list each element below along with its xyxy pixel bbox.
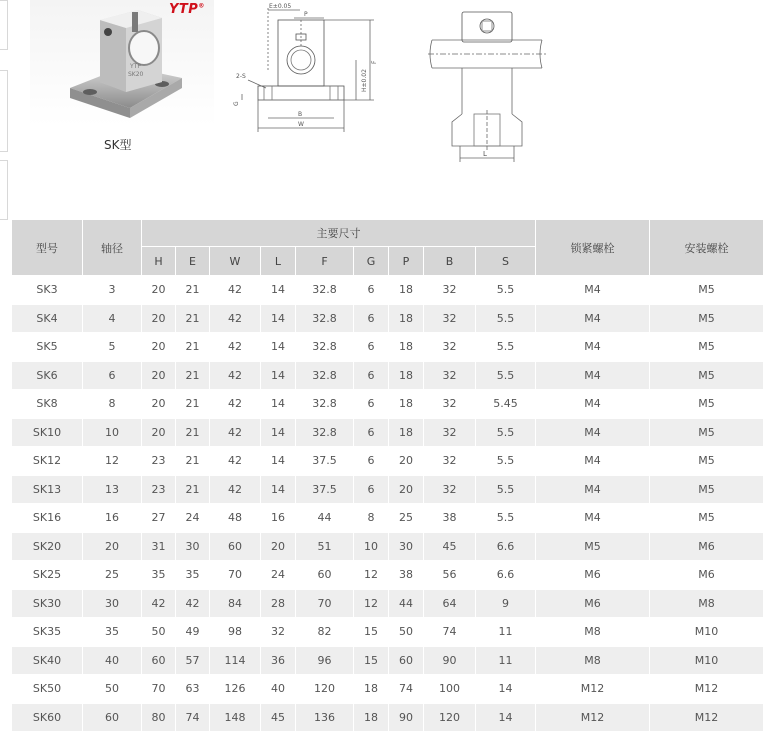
cell-shaft: 50 bbox=[83, 675, 142, 704]
cell-mount-bolt: M5 bbox=[650, 418, 763, 447]
cell-f: 60 bbox=[296, 561, 354, 590]
svg-text:2-S: 2-S bbox=[236, 73, 246, 80]
table-row bbox=[12, 447, 763, 476]
table-row bbox=[12, 646, 763, 675]
cell-shaft: 16 bbox=[83, 504, 142, 533]
table-row bbox=[12, 390, 763, 419]
cell-b: 38 bbox=[424, 504, 476, 533]
cell-w: 42 bbox=[210, 475, 261, 504]
table-row bbox=[12, 475, 763, 504]
cell-model: SK30 bbox=[12, 589, 83, 618]
cell-l: 45 bbox=[261, 703, 296, 732]
table-row bbox=[12, 532, 763, 561]
cell-e: 21 bbox=[176, 361, 210, 390]
cell-lock-bolt: M4 bbox=[536, 390, 650, 419]
cell-b: 32 bbox=[424, 390, 476, 419]
cell-shaft: 20 bbox=[83, 532, 142, 561]
cell-w: 148 bbox=[210, 703, 261, 732]
cell-f: 32.8 bbox=[296, 361, 354, 390]
cell-lock-bolt: M4 bbox=[536, 475, 650, 504]
cell-model: SK10 bbox=[12, 418, 83, 447]
cell-h: 60 bbox=[142, 646, 176, 675]
cell-w: 42 bbox=[210, 390, 261, 419]
cell-model: SK35 bbox=[12, 618, 83, 647]
product-photo bbox=[30, 0, 214, 126]
cell-l: 14 bbox=[261, 475, 296, 504]
cell-e: 21 bbox=[176, 475, 210, 504]
cell-p: 18 bbox=[389, 276, 424, 305]
cell-g: 15 bbox=[354, 646, 389, 675]
cell-s: 14 bbox=[476, 703, 536, 732]
cell-w: 98 bbox=[210, 618, 261, 647]
cell-s: 11 bbox=[476, 646, 536, 675]
col-header-main-dimensions: 主要尺寸 bbox=[142, 220, 536, 247]
cell-model: SK60 bbox=[12, 703, 83, 732]
cell-lock-bolt: M4 bbox=[536, 276, 650, 305]
cell-lock-bolt: M4 bbox=[536, 447, 650, 476]
cell-g: 6 bbox=[354, 333, 389, 362]
table-row bbox=[12, 418, 763, 447]
col-header-b: B bbox=[424, 247, 476, 276]
cell-f: 70 bbox=[296, 589, 354, 618]
cell-w: 84 bbox=[210, 589, 261, 618]
cell-f: 51 bbox=[296, 532, 354, 561]
header-row bbox=[12, 220, 763, 247]
cell-w: 70 bbox=[210, 561, 261, 590]
cell-mount-bolt: M10 bbox=[650, 618, 763, 647]
cell-mount-bolt: M5 bbox=[650, 447, 763, 476]
col-header-f: F bbox=[296, 247, 354, 276]
cell-lock-bolt: M8 bbox=[536, 618, 650, 647]
cell-shaft: 60 bbox=[83, 703, 142, 732]
cell-h: 70 bbox=[142, 675, 176, 704]
cell-e: 21 bbox=[176, 276, 210, 305]
cell-mount-bolt: M8 bbox=[650, 589, 763, 618]
table-row bbox=[12, 618, 763, 647]
cell-s: 5.5 bbox=[476, 504, 536, 533]
cell-p: 20 bbox=[389, 447, 424, 476]
svg-text:E±0.05: E±0.05 bbox=[269, 3, 292, 10]
cell-w: 126 bbox=[210, 675, 261, 704]
cell-s: 5.45 bbox=[476, 390, 536, 419]
table-row bbox=[12, 589, 763, 618]
cell-w: 48 bbox=[210, 504, 261, 533]
cell-model: SK6 bbox=[12, 361, 83, 390]
cell-f: 96 bbox=[296, 646, 354, 675]
cell-p: 38 bbox=[389, 561, 424, 590]
cell-w: 114 bbox=[210, 646, 261, 675]
cell-f: 32.8 bbox=[296, 390, 354, 419]
cell-lock-bolt: M5 bbox=[536, 532, 650, 561]
cell-g: 6 bbox=[354, 390, 389, 419]
front-view-drawing bbox=[228, 2, 388, 138]
cell-g: 10 bbox=[354, 532, 389, 561]
table-row bbox=[12, 276, 763, 305]
cell-b: 32 bbox=[424, 475, 476, 504]
cell-w: 42 bbox=[210, 276, 261, 305]
col-header-p: P bbox=[389, 247, 424, 276]
cell-f: 37.5 bbox=[296, 475, 354, 504]
cell-e: 21 bbox=[176, 418, 210, 447]
cell-s: 11 bbox=[476, 618, 536, 647]
cell-b: 32 bbox=[424, 447, 476, 476]
cell-w: 42 bbox=[210, 418, 261, 447]
col-header-w: W bbox=[210, 247, 261, 276]
cell-b: 74 bbox=[424, 618, 476, 647]
cell-g: 6 bbox=[354, 418, 389, 447]
table-row bbox=[12, 333, 763, 362]
side-view-drawing bbox=[428, 10, 548, 170]
cell-h: 20 bbox=[142, 304, 176, 333]
cell-p: 18 bbox=[389, 418, 424, 447]
cell-shaft: 30 bbox=[83, 589, 142, 618]
specification-table bbox=[11, 219, 763, 732]
cell-p: 25 bbox=[389, 504, 424, 533]
cell-e: 21 bbox=[176, 333, 210, 362]
cell-model: SK40 bbox=[12, 646, 83, 675]
cell-e: 21 bbox=[176, 390, 210, 419]
cell-w: 42 bbox=[210, 304, 261, 333]
cell-b: 32 bbox=[424, 276, 476, 305]
cell-model: SK50 bbox=[12, 675, 83, 704]
cell-h: 80 bbox=[142, 703, 176, 732]
cell-b: 90 bbox=[424, 646, 476, 675]
cell-l: 28 bbox=[261, 589, 296, 618]
left-panel-fragment bbox=[0, 160, 8, 220]
cell-b: 100 bbox=[424, 675, 476, 704]
cell-mount-bolt: M5 bbox=[650, 304, 763, 333]
cell-h: 27 bbox=[142, 504, 176, 533]
cell-b: 32 bbox=[424, 333, 476, 362]
left-panel-fragment bbox=[0, 70, 8, 152]
cell-l: 14 bbox=[261, 418, 296, 447]
cell-mount-bolt: M5 bbox=[650, 504, 763, 533]
cell-f: 32.8 bbox=[296, 304, 354, 333]
col-header-e: E bbox=[176, 247, 210, 276]
col-header-model: 型号 bbox=[12, 220, 83, 276]
cell-lock-bolt: M4 bbox=[536, 333, 650, 362]
cell-b: 32 bbox=[424, 304, 476, 333]
cell-h: 23 bbox=[142, 447, 176, 476]
cell-b: 64 bbox=[424, 589, 476, 618]
cell-lock-bolt: M4 bbox=[536, 361, 650, 390]
cell-shaft: 35 bbox=[83, 618, 142, 647]
cell-mount-bolt: M12 bbox=[650, 703, 763, 732]
cell-s: 5.5 bbox=[476, 304, 536, 333]
cell-shaft: 25 bbox=[83, 561, 142, 590]
cell-h: 50 bbox=[142, 618, 176, 647]
cell-l: 14 bbox=[261, 390, 296, 419]
cell-h: 20 bbox=[142, 361, 176, 390]
cell-l: 14 bbox=[261, 447, 296, 476]
cell-p: 30 bbox=[389, 532, 424, 561]
cell-l: 14 bbox=[261, 276, 296, 305]
shaft-support-image bbox=[30, 0, 214, 126]
cell-s: 5.5 bbox=[476, 361, 536, 390]
cell-f: 32.8 bbox=[296, 276, 354, 305]
cell-f: 120 bbox=[296, 675, 354, 704]
cell-l: 14 bbox=[261, 361, 296, 390]
col-header-s: S bbox=[476, 247, 536, 276]
cell-mount-bolt: M5 bbox=[650, 361, 763, 390]
cell-h: 20 bbox=[142, 390, 176, 419]
cell-shaft: 13 bbox=[83, 475, 142, 504]
cell-e: 63 bbox=[176, 675, 210, 704]
cell-e: 35 bbox=[176, 561, 210, 590]
left-panel-fragment bbox=[0, 0, 8, 50]
cell-model: SK5 bbox=[12, 333, 83, 362]
cell-model: SK13 bbox=[12, 475, 83, 504]
cell-lock-bolt: M4 bbox=[536, 504, 650, 533]
table-row bbox=[12, 703, 763, 732]
cell-model: SK20 bbox=[12, 532, 83, 561]
cell-g: 15 bbox=[354, 618, 389, 647]
col-header-locking-bolt: 锁紧螺栓 bbox=[536, 220, 650, 276]
cell-mount-bolt: M12 bbox=[650, 675, 763, 704]
cell-b: 56 bbox=[424, 561, 476, 590]
col-header-mounting-bolt: 安装螺栓 bbox=[650, 220, 763, 276]
cell-s: 5.5 bbox=[476, 475, 536, 504]
cell-model: SK25 bbox=[12, 561, 83, 590]
cell-shaft: 40 bbox=[83, 646, 142, 675]
cell-e: 21 bbox=[176, 304, 210, 333]
cell-p: 18 bbox=[389, 390, 424, 419]
svg-text:P: P bbox=[304, 11, 308, 18]
table-row bbox=[12, 361, 763, 390]
cell-lock-bolt: M4 bbox=[536, 304, 650, 333]
cell-g: 6 bbox=[354, 447, 389, 476]
cell-e: 49 bbox=[176, 618, 210, 647]
cell-s: 5.5 bbox=[476, 276, 536, 305]
cell-w: 60 bbox=[210, 532, 261, 561]
cell-s: 5.5 bbox=[476, 418, 536, 447]
table-body bbox=[12, 276, 763, 732]
cell-p: 60 bbox=[389, 646, 424, 675]
cell-h: 31 bbox=[142, 532, 176, 561]
svg-text:H±0.02: H±0.02 bbox=[361, 69, 368, 92]
cell-mount-bolt: M5 bbox=[650, 333, 763, 362]
svg-text:B: B bbox=[298, 111, 303, 118]
table-row bbox=[12, 675, 763, 704]
cell-h: 20 bbox=[142, 333, 176, 362]
cell-s: 6.6 bbox=[476, 561, 536, 590]
cell-l: 20 bbox=[261, 532, 296, 561]
brand-logo: YTP® bbox=[169, 2, 205, 17]
cell-b: 32 bbox=[424, 418, 476, 447]
cell-shaft: 10 bbox=[83, 418, 142, 447]
cell-f: 32.8 bbox=[296, 333, 354, 362]
cell-e: 30 bbox=[176, 532, 210, 561]
cell-w: 42 bbox=[210, 447, 261, 476]
table-row bbox=[12, 504, 763, 533]
cell-b: 32 bbox=[424, 361, 476, 390]
cell-s: 14 bbox=[476, 675, 536, 704]
cell-l: 40 bbox=[261, 675, 296, 704]
cell-p: 74 bbox=[389, 675, 424, 704]
cell-shaft: 8 bbox=[83, 390, 142, 419]
cell-e: 42 bbox=[176, 589, 210, 618]
cell-g: 6 bbox=[354, 304, 389, 333]
svg-text:F: F bbox=[371, 60, 378, 64]
cell-l: 32 bbox=[261, 618, 296, 647]
cell-p: 18 bbox=[389, 361, 424, 390]
cell-p: 90 bbox=[389, 703, 424, 732]
cell-h: 42 bbox=[142, 589, 176, 618]
cell-model: SK3 bbox=[12, 276, 83, 305]
col-header-g: G bbox=[354, 247, 389, 276]
cell-lock-bolt: M6 bbox=[536, 589, 650, 618]
cell-g: 8 bbox=[354, 504, 389, 533]
cell-e: 21 bbox=[176, 447, 210, 476]
cell-mount-bolt: M5 bbox=[650, 390, 763, 419]
cell-f: 32.8 bbox=[296, 418, 354, 447]
cell-s: 9 bbox=[476, 589, 536, 618]
cell-mount-bolt: M6 bbox=[650, 561, 763, 590]
cell-lock-bolt: M4 bbox=[536, 418, 650, 447]
cell-g: 18 bbox=[354, 703, 389, 732]
svg-text:W: W bbox=[298, 121, 304, 128]
col-header-shaft-diameter: 轴径 bbox=[83, 220, 142, 276]
svg-text:G: G bbox=[233, 101, 240, 106]
col-header-l: L bbox=[261, 247, 296, 276]
cell-shaft: 5 bbox=[83, 333, 142, 362]
cell-mount-bolt: M5 bbox=[650, 475, 763, 504]
cell-g: 6 bbox=[354, 475, 389, 504]
cell-e: 57 bbox=[176, 646, 210, 675]
cell-lock-bolt: M12 bbox=[536, 703, 650, 732]
cell-lock-bolt: M6 bbox=[536, 561, 650, 590]
cell-lock-bolt: M8 bbox=[536, 646, 650, 675]
cell-b: 45 bbox=[424, 532, 476, 561]
cell-h: 23 bbox=[142, 475, 176, 504]
cell-model: SK8 bbox=[12, 390, 83, 419]
cell-e: 24 bbox=[176, 504, 210, 533]
cell-e: 74 bbox=[176, 703, 210, 732]
cell-shaft: 4 bbox=[83, 304, 142, 333]
cell-f: 37.5 bbox=[296, 447, 354, 476]
cell-l: 14 bbox=[261, 304, 296, 333]
svg-text:SK20: SK20 bbox=[128, 71, 144, 78]
product-caption: SK型 bbox=[104, 138, 132, 152]
cell-l: 14 bbox=[261, 333, 296, 362]
cell-g: 18 bbox=[354, 675, 389, 704]
cell-s: 5.5 bbox=[476, 447, 536, 476]
table-row bbox=[12, 561, 763, 590]
col-header-h: H bbox=[142, 247, 176, 276]
cell-mount-bolt: M10 bbox=[650, 646, 763, 675]
cell-s: 5.5 bbox=[476, 333, 536, 362]
table-row bbox=[12, 304, 763, 333]
cell-f: 136 bbox=[296, 703, 354, 732]
cell-f: 44 bbox=[296, 504, 354, 533]
cell-l: 36 bbox=[261, 646, 296, 675]
cell-shaft: 6 bbox=[83, 361, 142, 390]
cell-s: 6.6 bbox=[476, 532, 536, 561]
cell-g: 12 bbox=[354, 589, 389, 618]
cell-p: 50 bbox=[389, 618, 424, 647]
cell-p: 44 bbox=[389, 589, 424, 618]
cell-h: 20 bbox=[142, 276, 176, 305]
cell-g: 6 bbox=[354, 276, 389, 305]
cell-f: 82 bbox=[296, 618, 354, 647]
cell-l: 24 bbox=[261, 561, 296, 590]
cell-p: 20 bbox=[389, 475, 424, 504]
cell-mount-bolt: M6 bbox=[650, 532, 763, 561]
svg-text:L: L bbox=[483, 150, 487, 158]
cell-model: SK12 bbox=[12, 447, 83, 476]
cell-shaft: 3 bbox=[83, 276, 142, 305]
cell-model: SK16 bbox=[12, 504, 83, 533]
cell-lock-bolt: M12 bbox=[536, 675, 650, 704]
cell-p: 18 bbox=[389, 304, 424, 333]
cell-p: 18 bbox=[389, 333, 424, 362]
svg-text:YTP: YTP bbox=[130, 63, 141, 70]
cell-model: SK4 bbox=[12, 304, 83, 333]
cell-l: 16 bbox=[261, 504, 296, 533]
cell-shaft: 12 bbox=[83, 447, 142, 476]
cell-g: 12 bbox=[354, 561, 389, 590]
cell-b: 120 bbox=[424, 703, 476, 732]
cell-mount-bolt: M5 bbox=[650, 276, 763, 305]
cell-g: 6 bbox=[354, 361, 389, 390]
cell-h: 20 bbox=[142, 418, 176, 447]
cell-w: 42 bbox=[210, 361, 261, 390]
cell-w: 42 bbox=[210, 333, 261, 362]
cell-h: 35 bbox=[142, 561, 176, 590]
